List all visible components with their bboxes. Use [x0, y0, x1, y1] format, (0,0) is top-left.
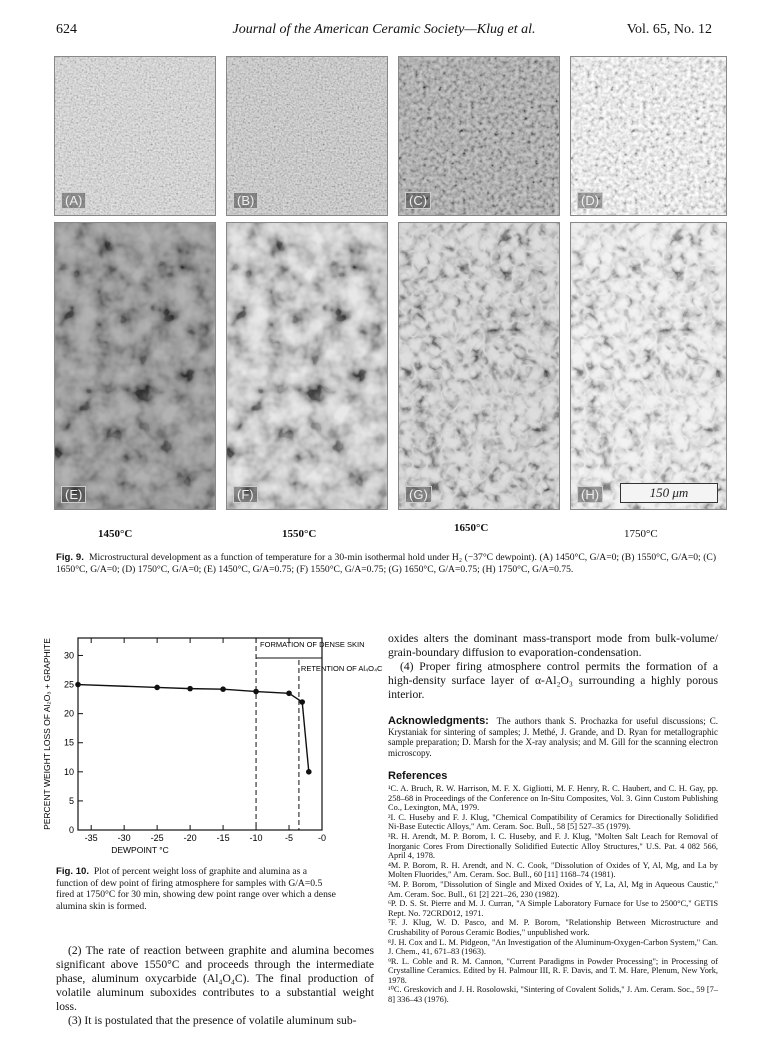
acknowledgments-text: The authors thank S. Prochazka for useful discussions; C. Krystaniak for sintering of samples; J. Methé, J. Grande, and D. Ryan for metallographic sample preparation; D. Marsh for the X-ray analysis; and M. Gill for the scanning electron microscopy. — [388, 716, 719, 758]
data-point — [306, 769, 312, 775]
micrograph-e — [54, 222, 216, 510]
fig10-label: Fig. 10. — [56, 866, 90, 877]
x-tick-label: -5 — [285, 833, 294, 843]
x-tick-label: -0 — [317, 833, 327, 843]
reference-item: ⁴M. P. Borom, R. H. Arendt, and N. C. Cook, "Dissolution of Oxides of Y, Al, Mg, and La by Molten Fluorides," Am. Ceram. Soc. Bull., 60 [11] 1168–74 (1981). — [388, 860, 718, 880]
micrograph-b — [226, 56, 388, 216]
y-tick-label: 20 — [63, 708, 74, 719]
acknowledgments-heading: Acknowledgments: — [388, 715, 489, 727]
micrograph-label: (A) — [61, 192, 86, 209]
fig9-label: Fig. 9. — [56, 552, 84, 563]
data-point — [154, 685, 160, 691]
fig9-caption-text: Microstructural development as a function of temperature for a 30-min isothermal hold under H₂ (−37°C dewpoint). (A) 1450°C, G/A=0; (B) 1550°C, G/A=0; (C) 1650°C, G/A=0; (D) 1750°C, G/A=0; (E) 1450°C, G/A=0.75; (F) 1550°C, G/A=0.75; (G) 1650°C, G/A=0.75; (H) 1750°C, G/A=0.75. — [56, 552, 717, 575]
x-tick-label: -25 — [150, 833, 164, 843]
micrograph-d — [570, 56, 727, 216]
x-tick-label: -20 — [183, 833, 197, 843]
plot-frame — [78, 638, 322, 830]
right-column — [388, 632, 718, 1005]
reference-item: ¹⁰C. Greskovich and J. H. Rosolowski, "Sintering of Covalent Solids," J. Am. Ceram. Soc., 59 [7–8] 336–43 (1976). — [388, 985, 718, 1005]
fig10-chart-svg — [40, 632, 383, 862]
micrograph-a — [54, 56, 216, 216]
reference-item: ²I. C. Huseby and F. J. Klug, "Chemical Compatibility of Ceramics for Directionally Solidified Ni-Base Eutectic Alloys," Am. Ceram. Soc. Bull., 58 [5] 527–35 (1979). — [388, 812, 718, 832]
references-list — [388, 784, 718, 1005]
x-tick-label: -10 — [249, 833, 263, 843]
x-axis-label: DEWPOINT °C — [111, 845, 169, 855]
conclusion-2: (2) The rate of reaction between graphite and alumina becomes significant above 1550°C and proceeds through the intermediate phase, aluminum oxycarbide (Al₄O₄C). The final production of volatile aluminum suboxides contributes to a substantial weight loss. — [56, 944, 374, 1013]
x-tick-label: -30 — [117, 833, 131, 843]
micrograph-label: (E) — [61, 486, 86, 503]
temperature-label: 1450°C — [98, 528, 133, 540]
data-point — [187, 686, 193, 692]
data-point — [75, 682, 81, 688]
volume-info: Vol. 65, No. 12 — [626, 22, 712, 37]
scale-bar: 150 μm — [620, 483, 718, 503]
conclusion-3: (3) It is postulated that the presence of volatile aluminum sub- — [68, 1014, 357, 1027]
micrograph-label: (B) — [233, 192, 258, 209]
reference-item: ¹C. A. Bruch, R. W. Harrison, M. F. X. Gigliotti, M. F. Henry, R. C. Haubert, and C. H. Gay, pp. 258–68 in Proceedings of the Conference on In-Situ Composites, Vol. 3. Ginn Custom Publishing Co., Lexington, MA, 1979. — [388, 784, 718, 813]
references-heading: References — [388, 770, 448, 782]
x-tick-label: -35 — [84, 833, 98, 843]
y-tick-label: 10 — [63, 766, 74, 777]
micrograph-label: (C) — [405, 192, 431, 209]
micrograph-f — [226, 222, 388, 510]
y-tick-label: 5 — [68, 795, 74, 806]
micrograph-label: (H) — [577, 486, 603, 503]
temperature-label: 1550°C — [282, 528, 317, 540]
journal-title: Journal of the American Ceramic Society—Klug et al. — [232, 22, 536, 37]
data-point — [299, 699, 305, 705]
series-line — [78, 685, 309, 772]
reference-item: ⁵M. P. Borom, "Dissolution of Single and Mixed Oxides of Y, La, Al, Mg in Aqueous Caustic," Am. Ceram. Soc. Bull., 61 [2] 221–26, 230 (1982). — [388, 879, 718, 899]
annotation-skin: FORMATION OF DENSE SKIN — [260, 640, 365, 649]
micrograph-label: (G) — [405, 486, 432, 503]
annotation-retention: RETENTION OF Al₄O₄C — [300, 664, 383, 673]
reference-item: ⁸J. H. Cox and L. M. Pidgeon, "An Investigation of the Aluminum-Oxygen-Carbon System," Can. J. Chem., 41, 671–83 (1963). — [388, 937, 718, 957]
acknowledgments — [388, 716, 718, 758]
data-point — [253, 689, 259, 695]
page-number: 624 — [56, 22, 77, 37]
reference-item: ³R. H. Arendt, M. P. Borom, I. C. Huseby, and F. J. Klug, "Molten Salt Leach for Removal of Inorganic Cores From Directionally Solidified Eutectic Alloy Structures," U.S. Pat. 4 082 566, April 4, 1978. — [388, 831, 718, 861]
x-tick-label: -15 — [216, 833, 230, 843]
y-tick-label: 25 — [63, 679, 74, 690]
micrograph-g — [398, 222, 560, 510]
body-left — [56, 944, 374, 1028]
reference-item: ⁹R. L. Coble and R. M. Cannon, "Current Paradigms in Powder Processing"; in Processing of Crystalline Ceramics. Edited by H. Palmour III, R. F. Davis, and T. M. Hare, Plenum, New York, 1978. — [388, 956, 718, 985]
micrograph-label: (F) — [233, 486, 258, 503]
fig9-caption — [56, 552, 716, 576]
y-axis-label: PERCENT WEIGHT LOSS OF Al₂O₃ + GRAPHITE — [42, 638, 52, 830]
micrograph-c — [398, 56, 560, 216]
body-right-continuation: oxides alters the dominant mass-transport mode from bulk-volume/ grain-boundary diffusion to evaporation-condensation. — [388, 632, 718, 659]
y-tick-label: 0 — [68, 825, 74, 835]
fig10-chart — [40, 632, 383, 862]
y-tick-label: 15 — [63, 737, 74, 748]
temperature-label: 1650°C — [454, 522, 489, 534]
y-tick-label: 30 — [63, 650, 74, 661]
temperature-label: 1750°C — [624, 528, 658, 540]
fig10-caption — [56, 866, 336, 912]
reference-item: ⁶P. D. S. St. Pierre and M. J. Curran, "A Simple Laboratory Furnace for Use to 2500°C," GETIS Rept. No. 72CRD012, 1971. — [388, 899, 718, 918]
reference-item: ⁷F. J. Klug, W. D. Pasco, and M. P. Borom, "Relationship Between Microstructure and Crushability of Porous Ceramic Bodies," unpublished work. — [388, 918, 718, 937]
micrograph-label: (D) — [577, 192, 603, 209]
micrograph-h — [570, 222, 727, 510]
fig10-caption-text: Plot of percent weight loss of graphite and alumina as a function of dew point of firing atmosphere for samples with G/A=0.5 fired at 1750°C for 30 min, showing dew point range over which a dense alumina skin is formed. — [56, 866, 336, 912]
data-point — [286, 690, 292, 696]
data-point — [220, 686, 226, 692]
conclusion-4: (4) Proper firing atmosphere control permits the formation of a high-density surface layer of α-Al₂O₃ surrounding a highly porous interior. — [388, 660, 718, 701]
